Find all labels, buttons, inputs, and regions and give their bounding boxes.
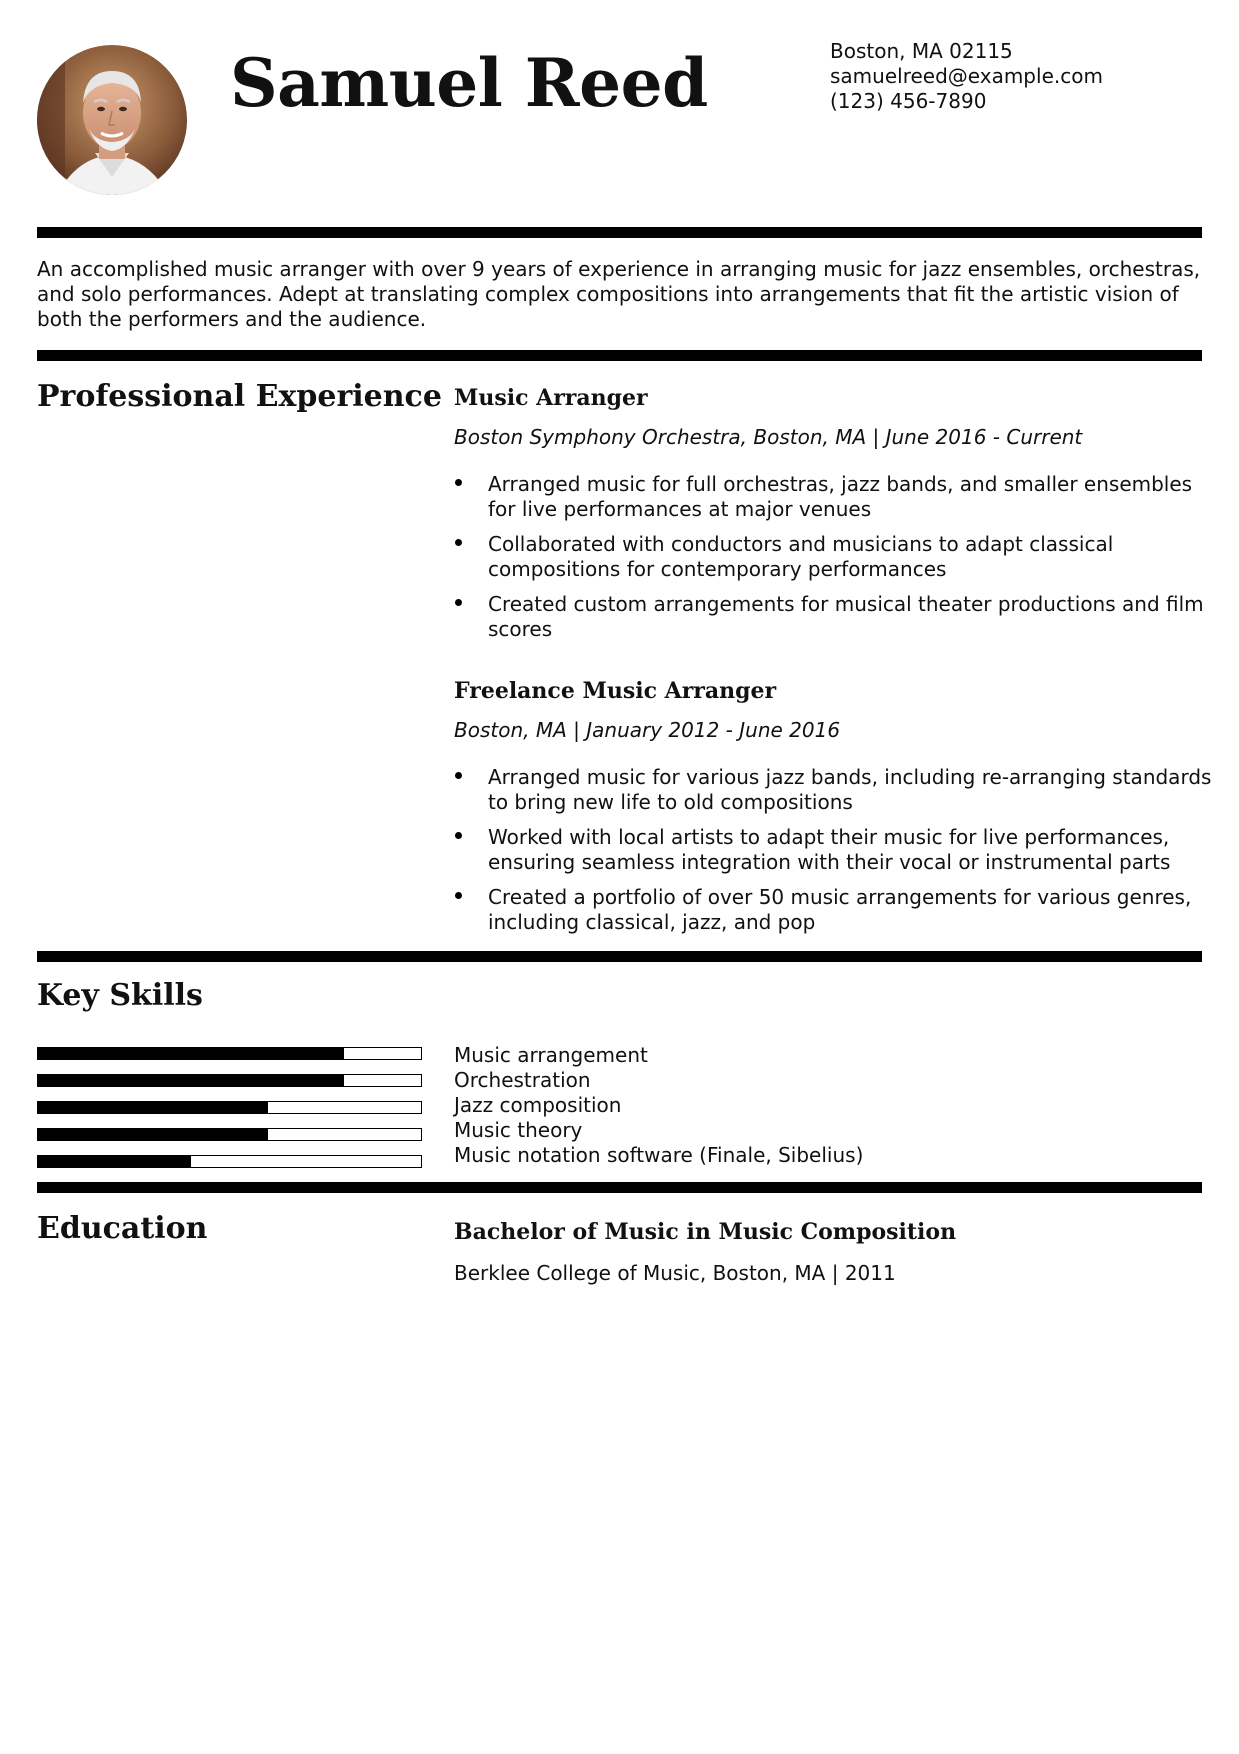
- list-item: Arranged music for full orchestras, jazz bands, and smaller ensembles for live performances at major venues: [454, 472, 1214, 522]
- skill-label: Music theory: [454, 1118, 583, 1142]
- contact-phone: (123) 456-7890: [830, 89, 987, 113]
- skill-bar: [37, 1101, 422, 1114]
- education-school: Berklee College of Music, Boston, MA | 2011: [454, 1261, 896, 1285]
- skill-bar: [37, 1047, 422, 1060]
- skill-bar-fill: [38, 1156, 191, 1167]
- section-divider: [37, 1182, 1202, 1193]
- skill-label: Music notation software (Finale, Sibelius): [454, 1143, 864, 1167]
- profile-summary: An accomplished music arranger with over 9 years of experience in arranging music for jazz ensembles, orchestras, and solo performances. Adept at translating complex compositions into arrangements that fit the artistic vision of both the performers and the audience.: [37, 257, 1201, 331]
- skill-bars: [37, 1047, 422, 1182]
- skills-list: [454, 1043, 863, 1168]
- profile-photo-image: [37, 45, 187, 195]
- skills-heading: Key Skills: [37, 978, 203, 1013]
- job-title: Music Arranger: [454, 385, 648, 411]
- section-divider: [37, 350, 1202, 361]
- education-heading: Education: [37, 1211, 208, 1246]
- contact-email[interactable]: samuelreed@example.com: [830, 64, 1103, 88]
- profile-photo: [37, 45, 187, 195]
- bullet-icon: [455, 892, 462, 899]
- bullet-icon: [455, 479, 462, 486]
- experience-heading: Professional Experience: [37, 379, 442, 414]
- job-title: Freelance Music Arranger: [454, 678, 777, 704]
- bullet-icon: [455, 772, 462, 779]
- candidate-name: Samuel Reed: [230, 44, 708, 122]
- job-meta: Boston, MA | January 2012 - June 2016: [454, 718, 841, 742]
- skill-bar: [37, 1155, 422, 1168]
- bullet-icon: [455, 599, 462, 606]
- job-meta: Boston Symphony Orchestra, Boston, MA | June 2016 - Current: [454, 425, 1083, 449]
- list-item: Worked with local artists to adapt their music for live performances, ensuring seamless integration with their vocal or instrumental parts: [454, 825, 1214, 875]
- skill-label: Orchestration: [454, 1068, 591, 1092]
- skill-bar: [37, 1128, 422, 1141]
- skill-bar-fill: [38, 1048, 344, 1059]
- education-degree: Bachelor of Music in Music Composition: [454, 1219, 957, 1245]
- job-bullets: [454, 765, 1214, 945]
- list-item: Collaborated with conductors and musicians to adapt classical compositions for contemporary performances: [454, 532, 1214, 582]
- list-item: Created custom arrangements for musical theater productions and film scores: [454, 592, 1214, 642]
- skill-label: Music arrangement: [454, 1043, 648, 1067]
- list-item: Arranged music for various jazz bands, including re-arranging standards to bring new life to old compositions: [454, 765, 1214, 815]
- list-item: Created a portfolio of over 50 music arrangements for various genres, including classical, jazz, and pop: [454, 885, 1214, 935]
- skill-label: Jazz composition: [454, 1093, 622, 1117]
- section-divider: [37, 227, 1202, 238]
- job-bullets: [454, 472, 1214, 652]
- skill-bar-fill: [38, 1129, 268, 1140]
- contact-address: Boston, MA 02115: [830, 39, 1013, 63]
- skill-bar-fill: [38, 1075, 344, 1086]
- skill-bar-fill: [38, 1102, 268, 1113]
- bullet-icon: [455, 539, 462, 546]
- skill-bar: [37, 1074, 422, 1087]
- bullet-icon: [455, 832, 462, 839]
- section-divider: [37, 951, 1202, 962]
- contact-info: [830, 39, 1103, 114]
